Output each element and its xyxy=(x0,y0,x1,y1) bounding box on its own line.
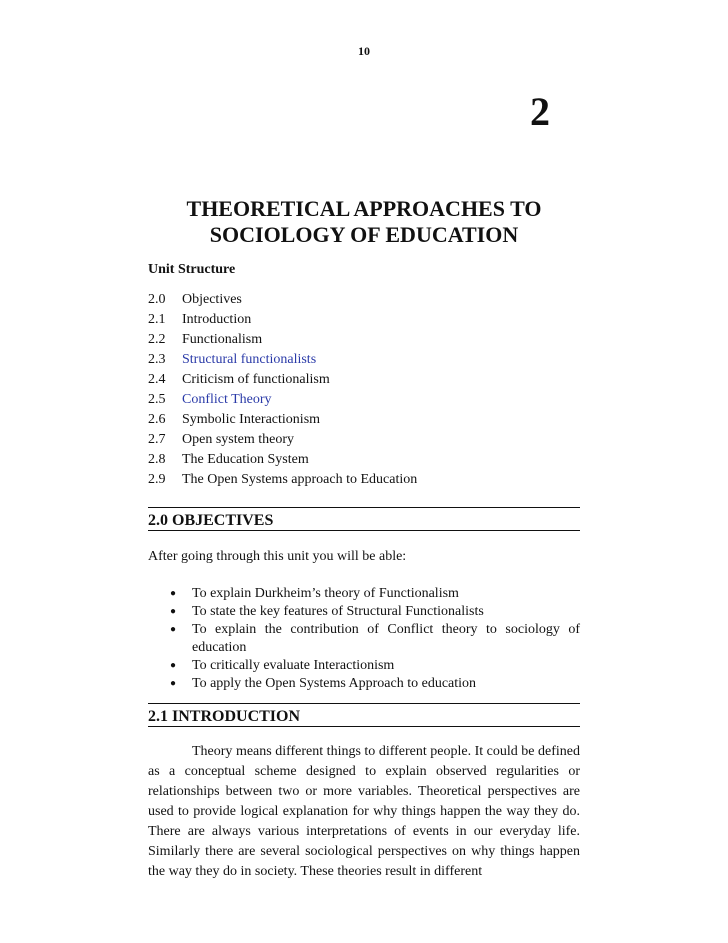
objective-item: ● To state the key features of Structural Functionalists xyxy=(148,603,580,621)
toc-item-label: Objectives xyxy=(182,292,242,307)
toc-item-number: 2.0 xyxy=(148,292,166,307)
toc-item-link[interactable]: Conflict Theory xyxy=(182,392,272,407)
toc-item-number: 2.4 xyxy=(148,372,166,387)
objectives-heading: 2.0 OBJECTIVES xyxy=(148,507,580,531)
toc-item xyxy=(148,370,417,390)
toc-item-number: 2.1 xyxy=(148,312,166,327)
toc-item-label: Introduction xyxy=(182,312,252,327)
toc-item-number: 2.9 xyxy=(148,472,166,487)
toc-item-label: Criticism of functionalism xyxy=(182,372,330,387)
page-number: 10 xyxy=(358,44,370,58)
objective-item: ● To explain Durkheim’s theory of Functionalism xyxy=(148,585,580,603)
toc-item-number: 2.7 xyxy=(148,432,166,447)
toc-item xyxy=(148,470,417,490)
toc-item-label: Symbolic Interactionism xyxy=(182,412,321,427)
toc-item-label: Functionalism xyxy=(182,332,263,347)
introduction-paragraph: Theory means different things to different people. It could be defined as a conceptual scheme designed to explain observed regularities or relationships between two or more variables. Theoretical perspectives are used to provide logical explanation for why things happen the way they do. There are always various interpretations of events in our everyday life. Similarly there are several sociological perspectives on why things happen the way they do in society. These theories result in different xyxy=(148,744,580,879)
toc-item xyxy=(148,330,417,350)
toc-item xyxy=(148,290,417,310)
toc-item xyxy=(148,450,417,470)
toc-item-label: The Open Systems approach to Education xyxy=(182,472,418,487)
objective-item: ● To apply the Open Systems Approach to education xyxy=(148,675,580,693)
chapter-title-line: THEORETICAL APPROACHES TO xyxy=(186,196,542,221)
objectives-intro: After going through this unit you will be able: xyxy=(148,549,407,564)
chapter-title-line: SOCIOLOGY OF EDUCATION xyxy=(209,222,519,248)
toc-item-link[interactable]: Structural functionalists xyxy=(182,352,317,367)
chapter-number: 2 xyxy=(530,89,550,134)
unit-structure-list xyxy=(148,290,417,490)
toc-item-number: 2.5 xyxy=(148,392,166,407)
toc-item-number: 2.2 xyxy=(148,332,166,347)
toc-item[interactable] xyxy=(148,350,417,370)
toc-item-number: 2.8 xyxy=(148,452,166,467)
toc-item xyxy=(148,410,417,430)
toc-item-number: 2.6 xyxy=(148,412,166,427)
toc-item-number: 2.3 xyxy=(148,352,166,367)
objective-item: ● To critically evaluate Interactionism xyxy=(148,657,580,675)
toc-item[interactable] xyxy=(148,390,417,410)
introduction-heading: 2.1 INTRODUCTION xyxy=(148,703,580,727)
unit-structure-heading: Unit Structure xyxy=(148,262,236,277)
objectives-list xyxy=(148,585,580,693)
chapter-title xyxy=(148,196,580,249)
toc-item-label: Open system theory xyxy=(182,432,294,447)
toc-item xyxy=(148,310,417,330)
toc-item-label: The Education System xyxy=(182,452,309,467)
toc-item xyxy=(148,430,417,450)
objective-item: ● To explain the contribution of Conflict theory to sociology of education xyxy=(148,621,580,657)
